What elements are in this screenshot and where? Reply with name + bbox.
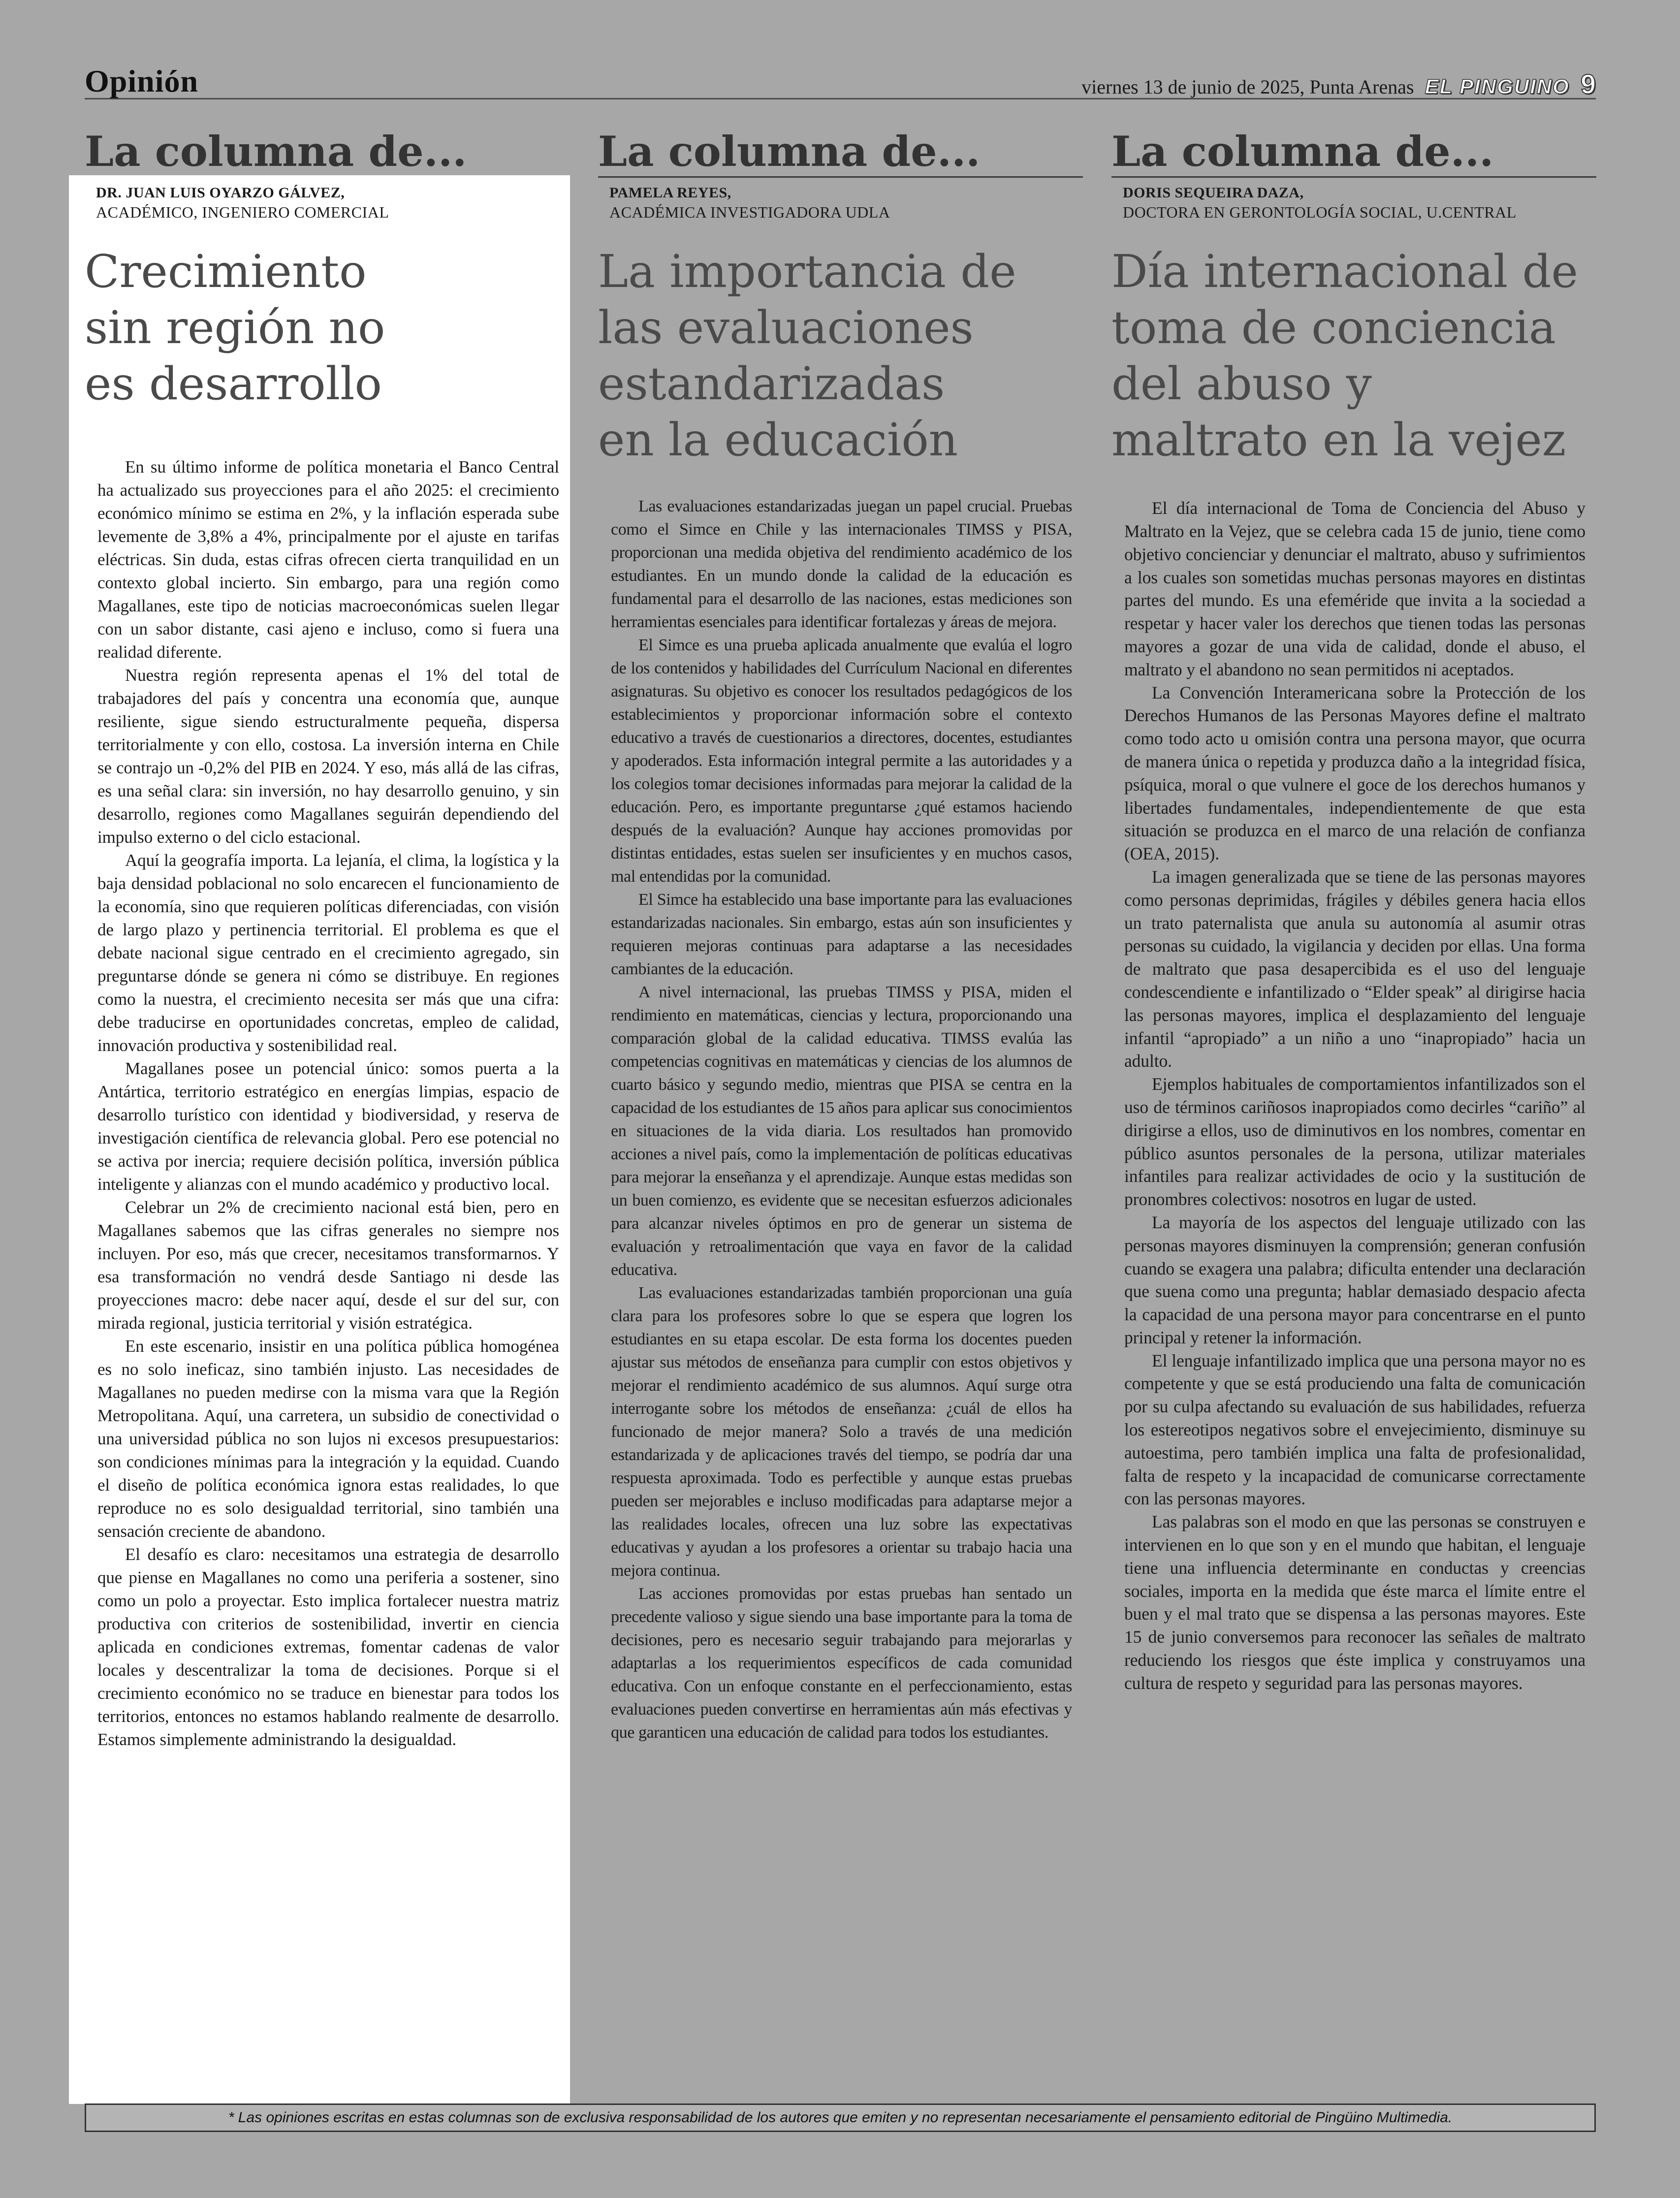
body-paragraph: Magallanes posee un potencial único: somos puerta a la Antártica, territorio estratégico en energías limpias, espacio de desarrollo turístico con identidad y biodiversidad, y reserva de investigación científica de relevancia global. Pero ese potencial no se activa por inercia; requiere decisión política, inversión pública inteligente y alianzas con el mundo académico y productivo local.	[97, 1059, 559, 1194]
headline-line: del abuso y	[1111, 357, 1372, 411]
headline-line: Crecimiento	[85, 245, 367, 298]
headline-line: Día internacional de	[1111, 245, 1578, 298]
article-body	[85, 455, 570, 1751]
byline	[96, 184, 570, 222]
newspaper-logo: EL PINGUINO	[1425, 75, 1570, 98]
author-name: DR. JUAN LUIS OYARZO GÁLVEZ,	[96, 185, 345, 201]
body-paragraph: Aquí la geografía importa. La lejanía, el clima, la logística y la baja densidad poblacional no solo encarecen el funcionamiento de la economía, sino que requieren políticas diferenciadas, con visión de largo plazo y pertinencia territorial. El problema es que el debate nacional sigue centrado en el crecimiento agregado, sin preguntarse dónde se genera ni cómo se distribuye. En regiones como la nuestra, el crecimiento necesita ser más que una cifra: debe traducirse en oportunidades concretas, empleo de calidad, innovación productiva y sostenibilidad real.	[97, 851, 559, 1055]
body-paragraph: Celebrar un 2% de crecimiento nacional está bien, pero en Magallanes sabemos que las cifras generales no siempre nos incluyen. Por eso, más que crecer, necesitamos transformarnos. Y esa transformación no vendrá desde Santiago ni desde las proyecciones macro: debe nacer aquí, desde el sur del sur, con mirada regional, justicia territorial y visión estratégica.	[97, 1198, 559, 1333]
opinion-column-2	[598, 129, 1083, 1744]
article-headline	[1111, 244, 1596, 468]
body-paragraph: Las evaluaciones estandarizadas juegan un papel crucial. Pruebas como el Simce en Chile y las internacionales TIMSS y PISA, proporcionan una medida objetiva del rendimiento académico de los estudiantes. En un mundo donde la calidad de la educación es fundamental para el desarrollo de las naciones, estas mediciones son herramientas esenciales para identificar fortalezas y áreas de mejora.	[611, 497, 1072, 632]
author-name: PAMELA REYES,	[609, 185, 731, 201]
article-headline	[598, 244, 1083, 468]
opinion-column-3	[1111, 129, 1596, 1695]
opinion-column-1	[85, 129, 570, 1751]
body-paragraph: El Simce es una prueba aplicada anualmente que evalúa el logro de los contenidos y habilidades del Currículum Nacional en diferentes asignaturas. Su objetivo es conocer los resultados pedagógicos de los establecimientos y proporcionar información sobre el contexto educativo a través de cuestionarios a directores, docentes, estudiantes y apoderados. Esta información integral permite a las autoridades y a los colegios tomar decisiones informadas para mejorar la calidad de la educación. Pero, es importante preguntarse ¿qué estamos haciendo después de la evaluación? Aunque hay acciones promovidas por distintas entidades, estas suelen ser insuficientes y en muchos casos, mal entendidas por la comunidad.	[611, 636, 1072, 886]
headline-line: es desarrollo	[85, 357, 382, 411]
divider	[598, 176, 1083, 178]
body-paragraph: La Convención Interamericana sobre la Protección de los Derechos Humanos de las Personas Mayores define el maltrato como todo acto u omisión contra una persona mayor, que ocurra de manera única o repetida y produzca daño a la integridad física, psíquica, moral o que vulnere el goce de los derechos humanos y libertades fundamentales, independientemente de que esta situación se produzca en el marco de una relación de confianza (OEA, 2015).	[1124, 682, 1585, 864]
author-role: ACADÉMICO, INGENIERO COMERCIAL	[96, 203, 389, 221]
disclaimer-box	[85, 2103, 1596, 2132]
headline-line: La importancia de	[598, 245, 1016, 298]
author-name: DORIS SEQUEIRA DAZA,	[1123, 185, 1304, 201]
headline-line: en la educación	[598, 414, 958, 467]
body-paragraph: Ejemplos habituales de comportamientos infantilizados son el uso de términos cariñosos inapropiados como decirles “cariño” al dirigirse a ellos, uso de diminutivos en los nombres, comentar en público asuntos personales de la persona, utilizar materiales infantiles para realizar actividades de ocio y la sustitución de pronombres colectivos: nosotros en lugar de usted.	[1124, 1074, 1585, 1210]
body-paragraph: El desafío es claro: necesitamos una estrategia de desarrollo que piense en Magallanes no como una periferia a sostener, sino como un polo a proyectar. Esto implica fortalecer nuestra matriz productiva con criterios de sostenibilidad, invertir en ciencia aplicada en condiciones extremas, fomentar cadenas de valor locales y descentralizar la toma de decisiones. Porque si el crecimiento económico no se traduce en bienestar para todos los territorios, entonces no estamos hablando realmente de desarrollo. Estamos simplemente administrando la desigualdad.	[97, 1545, 559, 1750]
body-paragraph: A nivel internacional, las pruebas TIMSS y PISA, miden el rendimiento en matemáticas, ciencias y lectura, proporcionando una comparación global de la calidad educativa. TIMSS evalúa las competencias cognitivas en matemáticas y ciencias de los alumnos de cuarto básico y segundo medio, mientras que PISA se centra en la capacidad de los estudiantes de 15 años para aplicar sus conocimientos en situaciones de la vida diaria. Los resultados han promovido acciones a nivel país, como la implementación de políticas educativas para mejorar la enseñanza y el aprendizaje. Aunque estas medidas son un buen comienzo, es evidente que se necesitan esfuerzos adicionales para alcanzar niveles óptimos en pro de generar un sistema de evaluación y retroalimentación que vaya en favor de la calidad educativa.	[611, 983, 1072, 1279]
column-kicker: La columna de...	[85, 127, 467, 176]
page-header	[85, 63, 1596, 99]
body-paragraph: En su último informe de política monetaria el Banco Central ha actualizado sus proyecciones para el año 2025: el crecimiento económico mínimo se estima en 2%, y la inflación esperada sube levemente de 3,8% a 4%, principalmente por el ajuste en tarifas eléctricas. Sin duda, estas cifras ofrecen cierta tranquilidad en un contexto global incierto. Sin embargo, para una región como Magallanes, este tipo de noticias macroeconómicas suelen llegar con un sabor distante, casi ajeno e incluso, como si fuera una realidad diferente.	[97, 457, 559, 662]
byline	[609, 184, 1083, 222]
body-paragraph: El día internacional de Toma de Conciencia del Abuso y Maltrato en la Vejez, que se celebra cada 15 de junio, tiene como objetivo concienciar y denunciar el maltrato, abuso y sufrimientos a los cuales son sometidas muchas personas mayores en distintas partes del mundo. Es una efeméride que invita a la sociedad a respetar y hacer valer los derechos que tienen todas las personas mayores a gozar de una vida de calidad, donde el abuso, el maltrato y el abandono no sean permitidos ni aceptados.	[1124, 498, 1585, 679]
body-paragraph: Nuestra región representa apenas el 1% del total de trabajadores del país y concentra una economía que, aunque resiliente, sigue siendo estructuralmente pequeña, dispersa territorialmente y con ello, costosa. La inversión interna en Chile se contrajo un -0,2% del PIB en 2024. Y eso, más allá de las cifras, es una señal clara: sin inversión, no hay desarrollo genuino, y sin desarrollo, regiones como Magallanes seguirán dependiendo del impulso externo o del ciclo estacional.	[97, 666, 559, 847]
dateline: viernes 13 de junio de 2025, Punta Arenas	[1081, 76, 1414, 98]
body-paragraph: Las evaluaciones estandarizadas también proporcionan una guía clara para los profesores sobre lo que se espera que logren los estudiantes en su etapa escolar. De esta forma los docentes pueden ajustar sus métodos de enseñanza para cumplir con estos objetivos y mejorar el rendimiento académico de sus alumnos. Aquí surge otra interrogante sobre los métodos de enseñanza: ¿cuál de ellos ha funcionado de mejor manera? Solo a través de una medición estandarizada y de aplicaciones través del tiempo, se podría dar una respuesta aproximada. Todo es perfectible y aunque estas pruebas pueden ser mejorables e incluso modificadas para adaptarse mejor a las realidades locales, ofrecen una luz sobre las expectativas educativas y ayudan a los profesores a orientar su trabajo hacia una mejora continua.	[611, 1284, 1072, 1580]
body-paragraph: Las palabras son el modo en que las personas se construyen e intervienen en lo que son y en el mundo que habitan, el lenguaje tiene una influencia determinante en conductas y creencias sociales, importa en la medida que éste marca el límite entre el buen y el mal trato que se dispensa a las personas mayores. Este 15 de junio conversemos para reconocer las señales de maltrato reduciendo los riesgos que éste implica y construyamos una cultura de respeto y seguridad para las personas mayores.	[1124, 1512, 1585, 1693]
headline-line: sin región no	[85, 301, 385, 354]
author-role: DOCTORA EN GERONTOLOGÍA SOCIAL, U.CENTRAL	[1123, 203, 1517, 221]
disclaimer-text: * Las opiniones escritas en estas columnas son de exclusiva responsabilidad de los autores que emiten y no representan necesariamente el pensamiento editorial de Pingüino Multimedia.	[228, 2109, 1453, 2126]
headline-line: estandarizadas	[598, 357, 945, 411]
headline-line: toma de conciencia	[1111, 301, 1556, 354]
body-paragraph: En este escenario, insistir en una política pública homogénea es no solo ineficaz, sino también injusto. Las necesidades de Magallanes no pueden medirse con la misma vara que la Región Metropolitana. Aquí, una carretera, un subsidio de conectividad o una universidad pública no son lujos ni excesos presupuestarios: son condiciones mínimas para la integración y la equidad. Cuando el diseño de política económica ignora estas realidades, lo que reproduce no es solo desigualdad territorial, sino también una sensación creciente de abandono.	[97, 1337, 559, 1541]
divider	[85, 176, 570, 178]
body-paragraph: El Simce ha establecido una base importante para las evaluaciones estandarizadas nacionales. Sin embargo, estas aún son insuficientes y requieren mejoras continuas para adaptarse a las necesidades cambiantes de la educación.	[611, 891, 1072, 979]
page-number: 9	[1580, 68, 1596, 99]
headline-line: las evaluaciones	[598, 301, 974, 354]
article-headline	[85, 244, 570, 412]
section-label: Opinión	[85, 64, 199, 98]
column-kicker: La columna de...	[598, 127, 981, 176]
body-paragraph: La mayoría de los aspectos del lenguaje utilizado con las personas mayores disminuyen la comprensión; generan confusión cuando se exagera una palabra; dificulta entender una declaración que suena como una pregunta; hablar demasiado despacio afecta la capacidad de una persona mayor para concentrarse en el punto principal y retener la información.	[1124, 1212, 1585, 1347]
body-paragraph: La imagen generalizada que se tiene de las personas mayores como personas deprimidas, frágiles y débiles genera hacia ellos un trato paternalista que anula su autonomía al asumir otras personas su cuidado, la vigilancia y deciden por ellas. Una forma de maltrato que pasa desapercibida es el uso del lenguaje condescendiente e infantilizado o “Elder speak” al dirigirse hacia las personas mayores, implica el desplazamiento del lenguaje infantil “apropiado” a un niño a uno “inapropiado” hacia un adulto.	[1124, 866, 1585, 1071]
body-paragraph: Las acciones promovidas por estas pruebas han sentado un precedente valioso y sigue siendo una base importante para la toma de decisiones, pero es necesario seguir trabajando para mejorarlas y adaptarlas a los requerimientos específicos de cada comunidad educativa. Con un enfoque constante en el perfeccionamiento, estas evaluaciones pueden convertirse en herramientas aún más efectivas y que garanticen una educación de calidad para todos los estudiantes.	[611, 1585, 1072, 1742]
column-kicker: La columna de...	[1111, 127, 1494, 176]
article-body	[1111, 497, 1596, 1694]
body-paragraph: El lenguaje infantilizado implica que una persona mayor no es competente y que se está produciendo una falta de comunicación por su culpa afectando su evaluación de sus habilidades, refuerza los estereotipos negativos sobre el envejecimiento, disminuye su autoestima, pero también implica una falta de profesionalidad, falta de respeto y la incapacidad de comunicarse correctamente con las personas mayores.	[1124, 1350, 1585, 1509]
author-role: ACADÉMICA INVESTIGADORA UDLA	[609, 203, 890, 221]
byline	[1123, 184, 1596, 222]
header-right	[1081, 68, 1596, 100]
divider	[1111, 176, 1596, 178]
headline-line: maltrato en la vejez	[1111, 414, 1566, 467]
article-body	[598, 495, 1083, 1744]
